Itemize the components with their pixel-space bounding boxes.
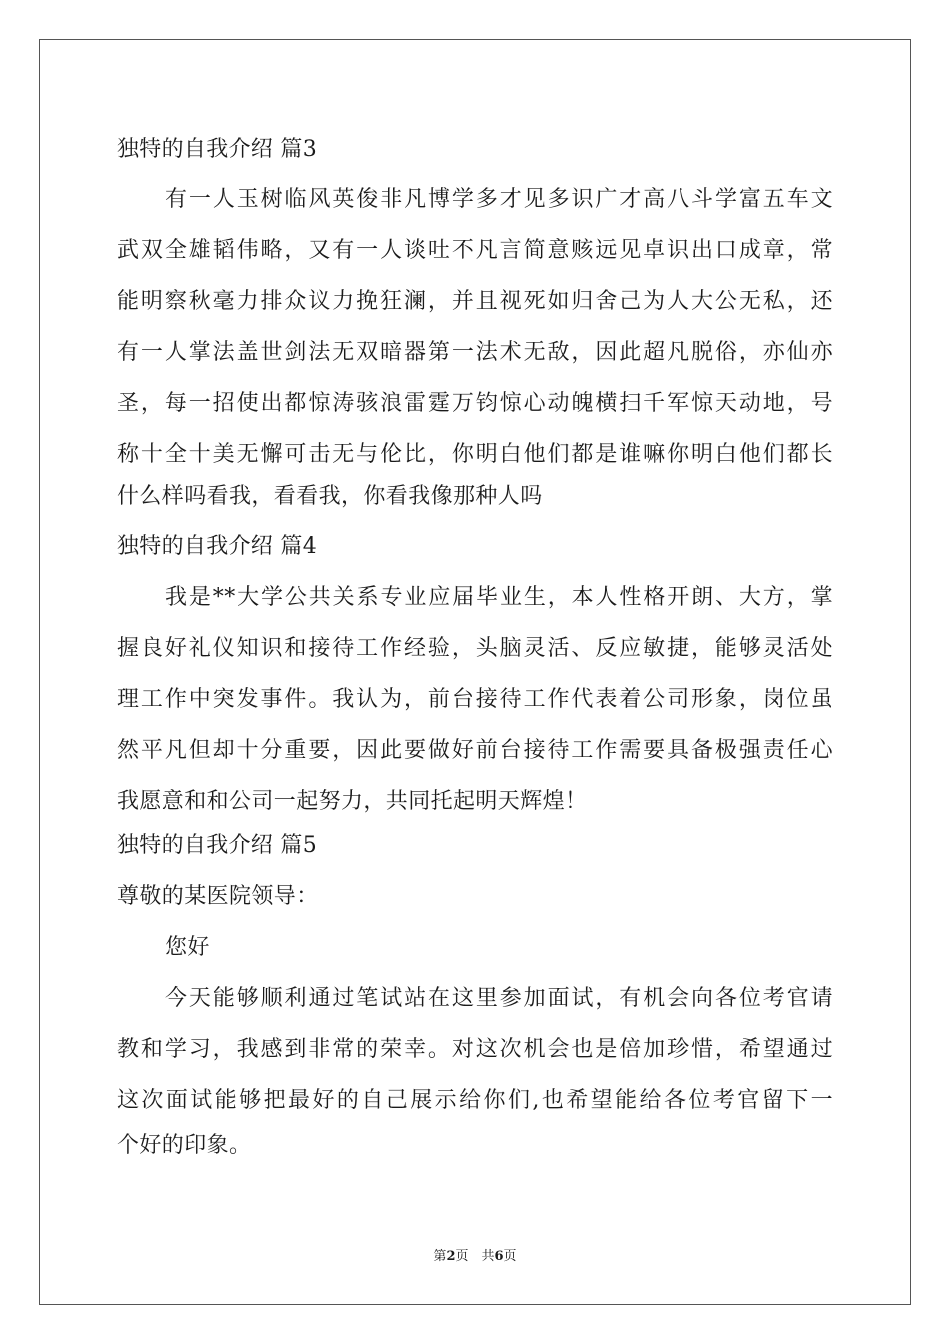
page-number-footer bbox=[0, 1248, 950, 1266]
paragraph-line: 称十全十美无懈可击无与伦比，你明白他们都是谁嘛你明白他们都长 bbox=[117, 442, 833, 467]
total-page-number: 6 bbox=[494, 1249, 504, 1264]
greeting: 您好 bbox=[165, 935, 210, 960]
page-label-prefix: 第 bbox=[433, 1249, 447, 1264]
paragraph-line: 能明察秋毫力排众议力挽狂澜，并且视死如归舍己为人大公无私，还 bbox=[117, 289, 833, 314]
current-page-number: 2 bbox=[446, 1249, 456, 1264]
paragraph-line: 圣，每一招使出都惊涛骇浪雷霆万钧惊心动魄横扫千军惊天动地，号 bbox=[117, 391, 833, 416]
paragraph-line: 我是**大学公共关系专业应届毕业生，本人性格开朗、大方，掌 bbox=[165, 585, 833, 610]
salutation: 尊敬的某医院领导： bbox=[117, 884, 319, 909]
paragraph-line: 今天能够顺利通过笔试站在这里参加面试，有机会向各位考官请 bbox=[165, 986, 833, 1011]
page-label-suffix: 页 bbox=[503, 1249, 517, 1264]
paragraph-line: 教和学习，我感到非常的荣幸。对这次机会也是倍加珍惜，希望通过 bbox=[117, 1037, 833, 1062]
paragraph-line: 然平凡但却十分重要，因此要做好前台接待工作需要具备极强责任心 bbox=[117, 738, 833, 763]
paragraph-line: 有一人玉树临风英俊非凡博学多才见多识广才高八斗学富五车文 bbox=[165, 187, 833, 212]
section-3-heading: 独特的自我介绍 篇3 bbox=[117, 137, 317, 162]
paragraph-line: 理工作中突发事件。我认为，前台接待工作代表着公司形象，岗位虽 bbox=[117, 687, 833, 712]
section-5-heading: 独特的自我介绍 篇5 bbox=[117, 833, 317, 858]
paragraph-line: 什么样吗看我，看看我，你看我像那种人吗 bbox=[117, 484, 543, 509]
paragraph-line: 个好的印象。 bbox=[117, 1133, 252, 1158]
paragraph-line: 握良好礼仪知识和接待工作经验，头脑灵活、反应敏捷，能够灵活处 bbox=[117, 636, 833, 661]
paragraph-line: 我愿意和和公司一起努力，共同托起明天辉煌！ bbox=[117, 789, 588, 814]
section-4-heading: 独特的自我介绍 篇4 bbox=[117, 534, 317, 559]
paragraph-line: 这次面试能够把最好的自己展示给你们,也希望能给各位考官留下一 bbox=[117, 1088, 833, 1113]
page-label-mid: 页 共 bbox=[455, 1249, 495, 1264]
paragraph-line: 有一人掌法盖世剑法无双暗器第一法术无敌，因此超凡脱俗，亦仙亦 bbox=[117, 340, 833, 365]
page-border bbox=[39, 39, 911, 1305]
paragraph-line: 武双全雄韬伟略，又有一人谈吐不凡言简意赅远见卓识出口成章，常 bbox=[117, 238, 833, 263]
